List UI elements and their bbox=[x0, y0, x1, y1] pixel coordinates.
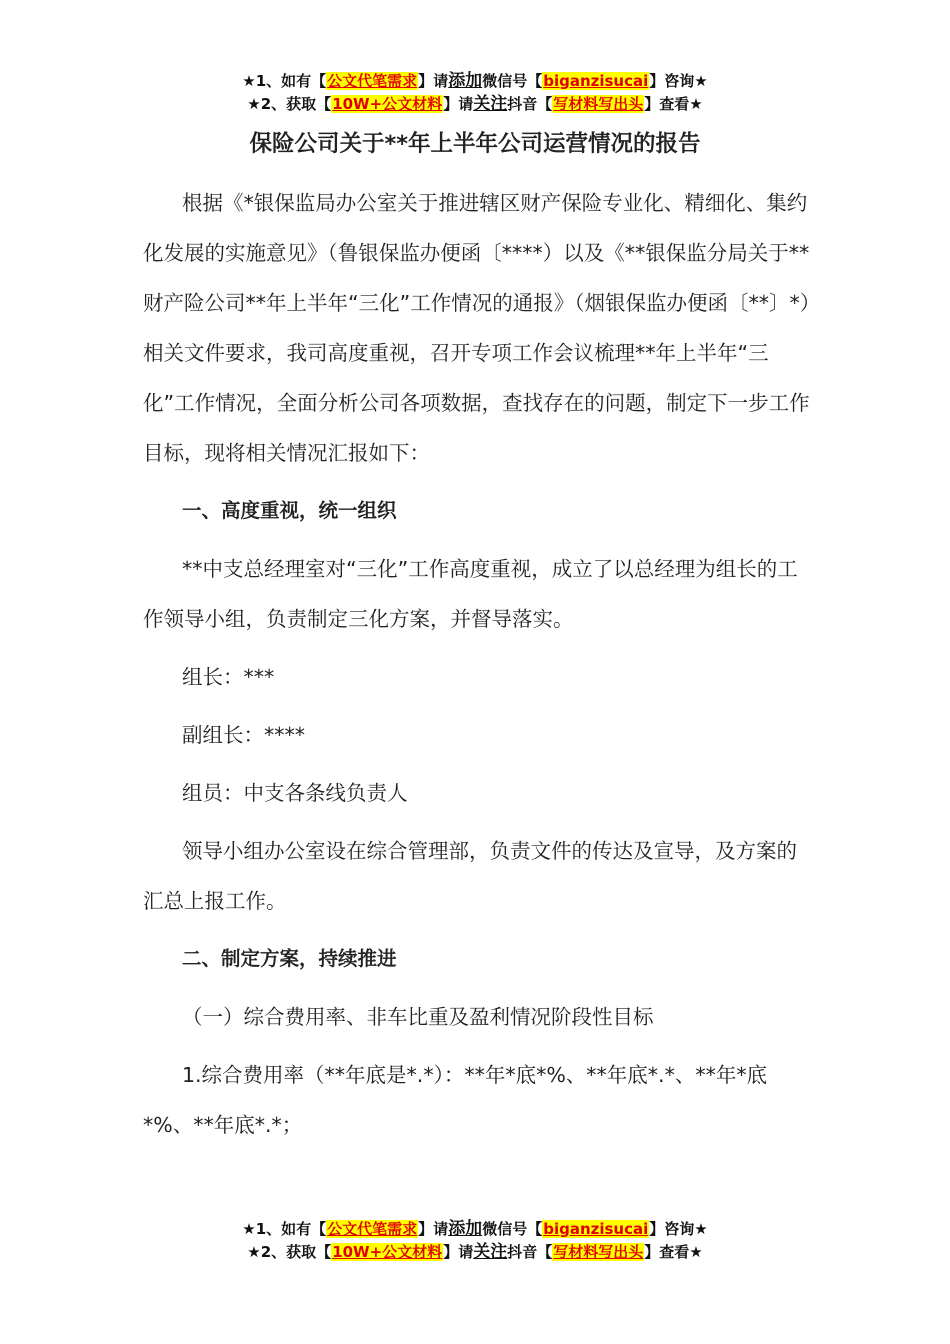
banner-text: ★1、如有【 bbox=[242, 72, 327, 90]
office-paragraph: 领导小组办公室设在综合管理部，负责文件的传达及宣导，及方案的汇总上报工作。 bbox=[143, 839, 797, 913]
banner-line-2 bbox=[0, 1241, 950, 1264]
intro-paragraph: 根据《*银保监局办公室关于推进辖区财产保险专业化、精细化、集约化发展的实施意见》（鲁银保监办便函〔****）以及《**银保监分局关于**财产险公司**年上半年“三化”工作情况的通报》（烟银保监办便函〔**〕*）相关文件要求，我司高度重视，召开专项工作会议梳理**年上半年“三化”工作情况，全面分析公司各项数据，查找存在的问题，制定下一步工作目标，现将相关情况汇报如下： bbox=[143, 191, 810, 465]
wechat-id: biganzisucai bbox=[543, 72, 649, 90]
banner-text: 】请 bbox=[443, 1243, 474, 1261]
banner-highlight: 公文代笔需求 bbox=[327, 1220, 418, 1238]
banner-line-1 bbox=[0, 70, 950, 93]
banner-text: 抖音【 bbox=[507, 95, 553, 113]
douyin-account: 写材料写出头 bbox=[553, 1243, 644, 1261]
douyin-account: 写材料写出头 bbox=[553, 95, 644, 113]
section-2-heading: 二、制定方案，持续推进 bbox=[182, 947, 397, 970]
banner-text: 】查看★ bbox=[644, 95, 703, 113]
banner-highlight: 公文代笔需求 bbox=[327, 72, 418, 90]
banner-text: 】请 bbox=[443, 95, 474, 113]
subsection-1-heading: （一）综合费用率、非车比重及盈利情况阶段性目标 bbox=[182, 1005, 654, 1029]
banner-text: 微信号【 bbox=[482, 72, 543, 90]
group-leader: 组长：*** bbox=[182, 665, 275, 689]
banner-text: 】查看★ bbox=[644, 1243, 703, 1261]
document-body bbox=[143, 178, 813, 1150]
section-1-paragraph: **中支总经理室对“三化”工作高度重视，成立了以总经理为组长的工作领导小组，负责制定三化方案，并督导落实。 bbox=[143, 557, 798, 631]
section-1-heading: 一、高度重视，统一组织 bbox=[182, 499, 397, 522]
banner-text: 】咨询★ bbox=[649, 1220, 708, 1238]
banner-text: 微信号【 bbox=[482, 1220, 543, 1238]
item-1-paragraph: 1.综合费用率（**年底是*.*）：**年*底*%、**年底*.*、**年*底*%、**年底*.*； bbox=[143, 1063, 768, 1137]
banner-line-2 bbox=[0, 93, 950, 116]
banner-highlight: 10W+公文材料 bbox=[332, 1243, 443, 1261]
banner-text: 】咨询★ bbox=[649, 72, 708, 90]
top-banner bbox=[0, 70, 950, 116]
banner-highlight: 10W+公文材料 bbox=[332, 95, 443, 113]
banner-text: 】请 bbox=[418, 72, 449, 90]
bottom-banner bbox=[0, 1218, 950, 1264]
deputy-leader: 副组长：**** bbox=[182, 723, 305, 747]
document-title: 保险公司关于**年上半年公司运营情况的报告 bbox=[249, 131, 701, 157]
banner-emphasis: 添加 bbox=[448, 1219, 483, 1239]
wechat-id: biganzisucai bbox=[543, 1220, 649, 1238]
banner-text: ★1、如有【 bbox=[242, 1220, 327, 1238]
banner-text: ★2、获取【 bbox=[247, 95, 332, 113]
banner-text: 抖音【 bbox=[507, 1243, 553, 1261]
banner-line-1 bbox=[0, 1218, 950, 1241]
banner-emphasis: 关注 bbox=[473, 94, 508, 114]
banner-emphasis: 关注 bbox=[473, 1242, 508, 1262]
group-members: 组员：中支各条线负责人 bbox=[182, 781, 408, 805]
banner-text: 】请 bbox=[418, 1220, 449, 1238]
banner-emphasis: 添加 bbox=[448, 71, 483, 91]
banner-text: ★2、获取【 bbox=[247, 1243, 332, 1261]
